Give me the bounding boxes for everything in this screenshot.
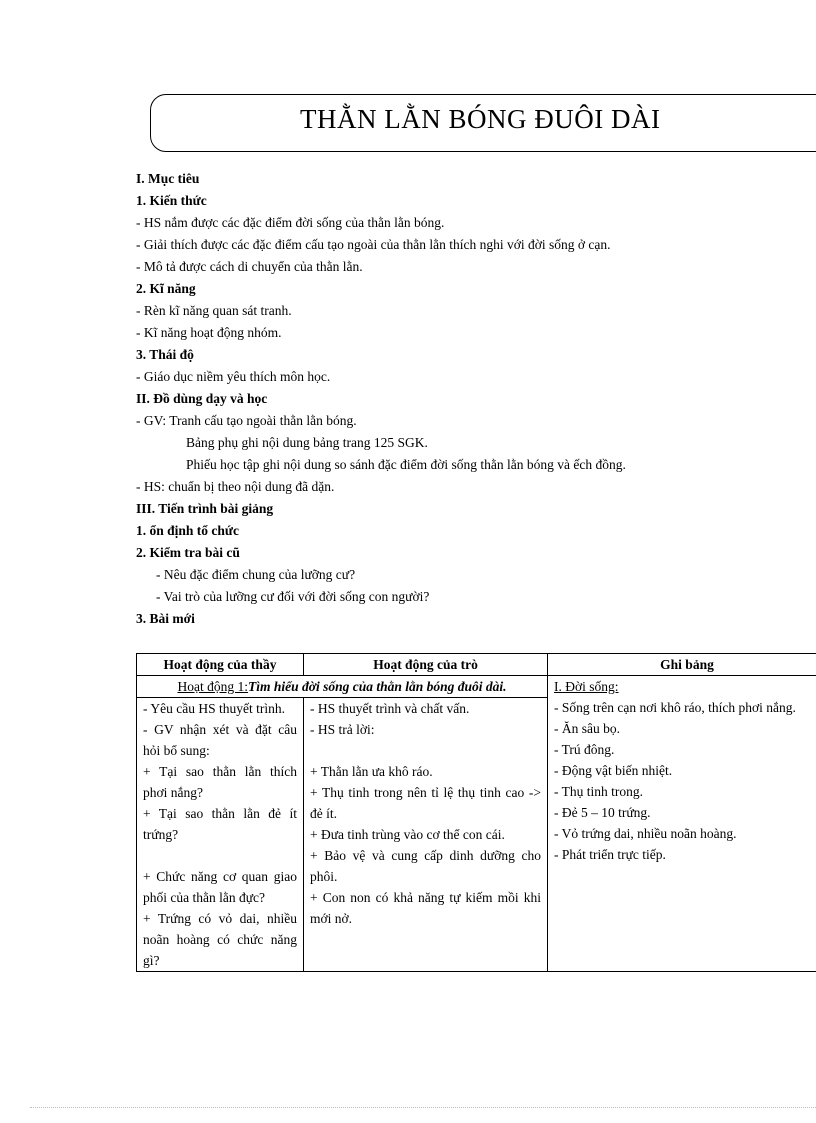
- subsection-heading: 3. Thái độ: [136, 347, 194, 362]
- board-cell: [548, 676, 816, 972]
- spacer: [310, 740, 541, 761]
- teacher-cell: [137, 698, 304, 972]
- column-header: Ghi bảng: [548, 654, 816, 676]
- text-line: - HS: chuẩn bị theo nội dung đã dặn.: [136, 479, 335, 494]
- table-row: [137, 676, 816, 698]
- board-line: - Vỏ trứng dai, nhiều noãn hoàng.: [554, 826, 737, 841]
- page-bottom-rule: [30, 1107, 816, 1108]
- subsection-heading: 3. Bài mới: [136, 611, 195, 626]
- teacher-line: + Tại sao thằn lằn thích phơi nắng?: [143, 764, 297, 800]
- student-line: + Thằn lằn ưa khô ráo.: [310, 764, 433, 779]
- text-line: - GV: Tranh cấu tạo ngoài thằn lằn bóng.: [136, 413, 357, 428]
- teacher-line: - Yêu cầu HS thuyết trình.: [143, 701, 285, 716]
- column-header: Hoạt động của trò: [304, 654, 548, 676]
- student-line: - HS trả lời:: [310, 722, 375, 737]
- student-cell: [304, 698, 548, 972]
- board-line: - Ăn sâu bọ.: [554, 721, 620, 736]
- teacher-line: + Chức năng cơ quan giao phối của thằn lằn đực?: [143, 869, 297, 905]
- text-line: Bảng phụ ghi nội dung bảng trang 125 SGK.: [186, 435, 428, 450]
- activity-label: Hoạt động 1:: [177, 679, 248, 694]
- student-line: - HS thuyết trình và chất vấn.: [310, 701, 470, 716]
- page-title: THẰN LẰN BÓNG ĐUÔI DÀI: [300, 104, 661, 134]
- text-line: - HS nắm được các đặc điểm đời sống của thằn lằn bóng.: [136, 215, 445, 230]
- subsection-heading: 1. ổn định tổ chức: [136, 523, 239, 538]
- board-line: - Thụ tinh trong.: [554, 784, 643, 799]
- subsection-heading: 1. Kiến thức: [136, 193, 207, 208]
- text-line: - Rèn kĩ năng quan sát tranh.: [136, 303, 292, 318]
- student-line: + Bảo vệ và cung cấp dinh dưỡng cho phôi.: [310, 848, 541, 884]
- student-line: + Đưa tinh trùng vào cơ thể con cái.: [310, 827, 505, 842]
- spacer: [143, 845, 297, 866]
- student-line: + Thụ tinh trong nên tỉ lệ thụ tinh cao -> đẻ ít.: [310, 785, 541, 821]
- text-line: Phiếu học tập ghi nội dung so sánh đặc điểm đời sống thằn lằn bóng và ếch đồng.: [186, 457, 626, 472]
- board-line: - Phát triển trực tiếp.: [554, 847, 666, 862]
- activity-title: Tìm hiểu đời sống của thằn lằn bóng đuôi dài.: [247, 679, 507, 694]
- text-line: - Giáo dục niềm yêu thích môn học.: [136, 369, 331, 384]
- board-line: - Sống trên cạn nơi khô ráo, thích phơi nắng.: [554, 700, 796, 715]
- lesson-table: [136, 653, 816, 972]
- board-line: - Động vật biến nhiệt.: [554, 763, 673, 778]
- board-line: - Đẻ 5 – 10 trứng.: [554, 805, 651, 820]
- activity-title-cell: [137, 676, 548, 698]
- board-line: - Trú đông.: [554, 742, 615, 757]
- student-line: + Con non có khả năng tự kiếm mồi khi mới nở.: [310, 890, 541, 926]
- subsection-heading: 2. Kĩ năng: [136, 281, 196, 296]
- section-heading: II. Đồ dùng dạy và học: [136, 391, 268, 406]
- section-heading: I. Mục tiêu: [136, 171, 200, 186]
- lesson-body: [136, 168, 806, 630]
- teacher-line: + Tại sao thằn lằn đẻ ít trứng?: [143, 806, 297, 842]
- table-header-row: [137, 654, 816, 676]
- section-heading: III. Tiến trình bài giảng: [136, 501, 274, 516]
- subsection-heading: 2. Kiểm tra bài cũ: [136, 545, 240, 560]
- text-line: - Kĩ năng hoạt động nhóm.: [136, 325, 282, 340]
- text-line: - Nêu đặc điểm chung của lưỡng cư?: [156, 567, 356, 582]
- board-heading: I. Đời sống:: [554, 679, 619, 694]
- text-line: - Vai trò của lưỡng cư đối với đời sống con người?: [156, 589, 430, 604]
- teacher-line: - GV nhận xét và đặt câu hỏi bổ sung:: [143, 722, 297, 758]
- column-header: Hoạt động của thầy: [137, 654, 304, 676]
- teacher-line: + Trứng có vỏ dai, nhiều noãn hoàng có chức năng gì?: [143, 911, 297, 968]
- text-line: - Giải thích được các đặc điểm cấu tạo ngoài của thằn lằn thích nghi với đời sống ở cạn.: [136, 237, 611, 252]
- text-line: - Mô tả được cách di chuyển của thằn lằn.: [136, 259, 363, 274]
